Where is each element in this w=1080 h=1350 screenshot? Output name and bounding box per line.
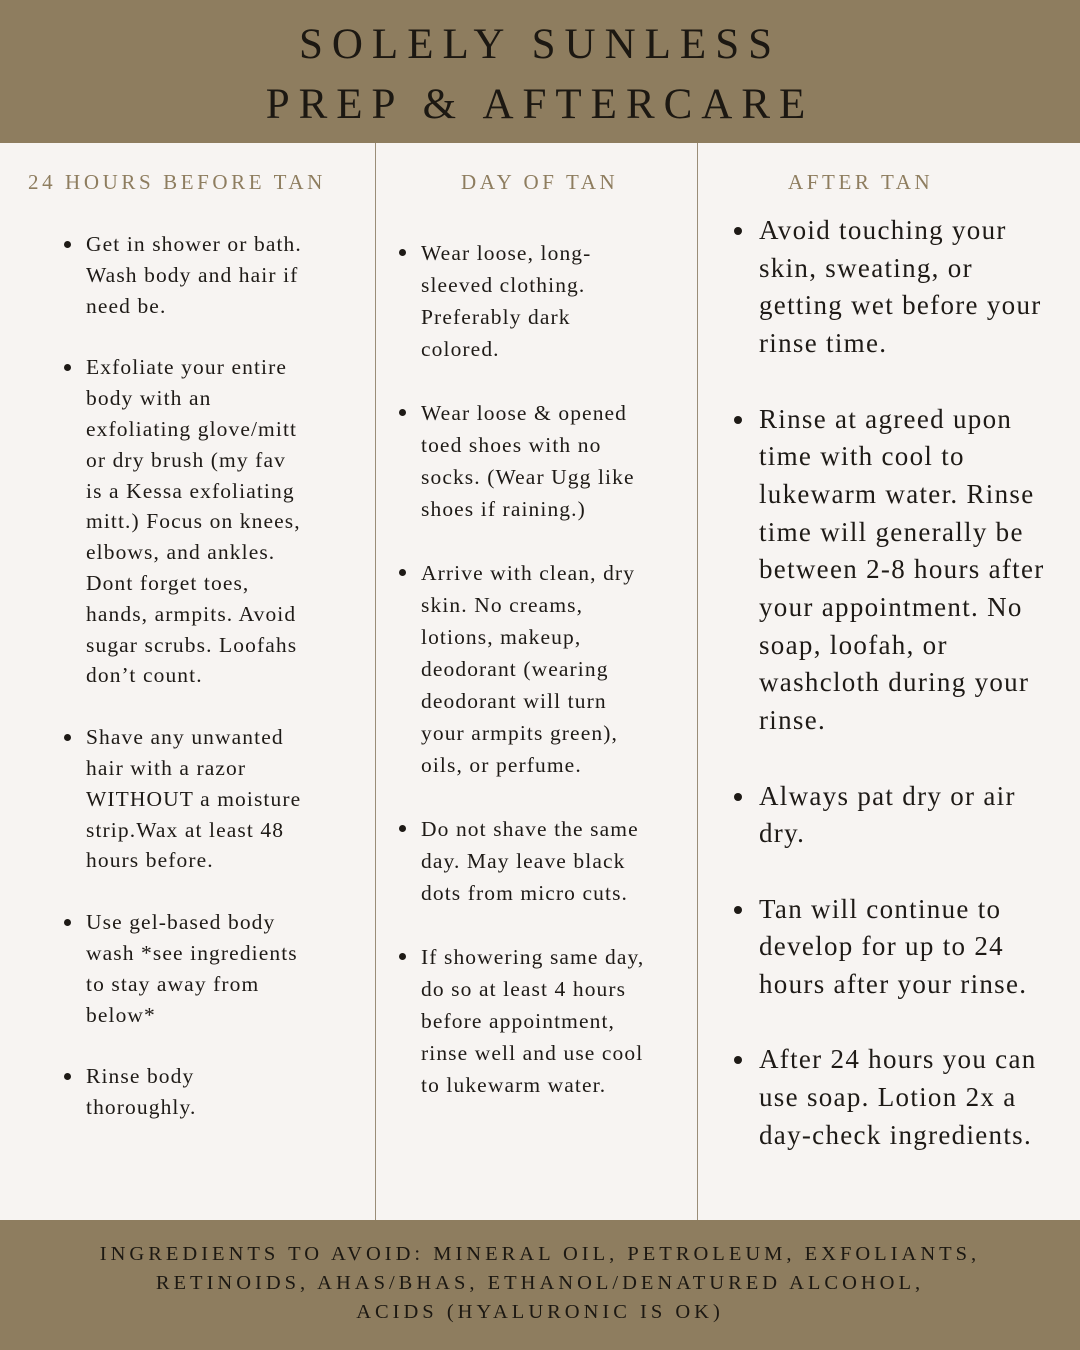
list-item: Shave any unwanted hair with a razor WITHOUT a moisture strip.Wax at least 48 hours before.	[64, 722, 356, 876]
list-item: Tan will continue to develop for up to 24 hours after your rinse.	[734, 891, 1080, 1004]
list-item: Exfoliate your entire body with an exfoliating glove/mitt or dry brush (my fav is a Kessa exfoliating mitt.) Focus on knees, elbows, and ankles. Dont forget toes, hands, armpits. Avoid sugar scrubs. Loofahs don’t count.	[64, 352, 356, 691]
column-heading-day-of-tan: DAY OF TAN	[461, 170, 619, 194]
ingredients-to-avoid-footer	[0, 1220, 1080, 1350]
page-title-line-1: SOLELY SUNLESS	[298, 21, 782, 68]
footer-line-2: RETINOIDS, AHAS/BHAS, ETHANOL/DENATURED ALCOHOL,	[155, 1272, 925, 1294]
page-title-line-2: PREP & AFTERCARE	[265, 81, 815, 128]
column-heading-before-tan: 24 HOURS BEFORE TAN	[28, 170, 326, 194]
list-item: After 24 hours you can use soap. Lotion 2x a day-check ingredients.	[734, 1041, 1080, 1154]
list-item: Get in shower or bath. Wash body and hair if need be.	[64, 229, 356, 321]
list-item: If showering same day, do so at least 4 hours before appointment, rinse well and use cool to lukewarm water.	[399, 941, 697, 1101]
column-divider-2	[697, 143, 698, 1220]
list-item: Rinse body thoroughly.	[64, 1061, 356, 1123]
list-item: Arrive with clean, dry skin. No creams, lotions, makeup, deodorant (wearing deodorant will turn your armpits green), oils, or perfume.	[399, 557, 697, 781]
before-tan-list	[64, 229, 356, 1154]
list-item: Avoid touching your skin, sweating, or getting wet before your rinse time.	[734, 212, 1080, 363]
list-item: Use gel-based body wash *see ingredients to stay away from below*	[64, 907, 356, 1030]
list-item: Wear loose, long- sleeved clothing. Preferably dark colored.	[399, 237, 697, 365]
column-divider-1	[375, 143, 376, 1220]
list-item: Wear loose & opened toed shoes with no socks. (Wear Ugg like shoes if raining.)	[399, 397, 697, 525]
list-item: Always pat dry or air dry.	[734, 778, 1080, 853]
column-heading-after-tan: AFTER TAN	[788, 170, 934, 194]
footer-line-1: INGREDIENTS TO AVOID: MINERAL OIL, PETROLEUM, EXFOLIANTS,	[99, 1243, 981, 1265]
day-of-tan-list	[399, 237, 697, 1133]
footer-line-3: ACIDS (HYALURONIC IS OK)	[356, 1301, 724, 1323]
after-tan-list	[734, 212, 1080, 1192]
list-item: Rinse at agreed upon time with cool to lukewarm water. Rinse time will generally be between 2-8 hours after your appointment. No soap, loofah, or washcloth during your rinse.	[734, 401, 1080, 740]
header-band	[0, 0, 1080, 143]
list-item: Do not shave the same day. May leave black dots from micro cuts.	[399, 813, 697, 909]
